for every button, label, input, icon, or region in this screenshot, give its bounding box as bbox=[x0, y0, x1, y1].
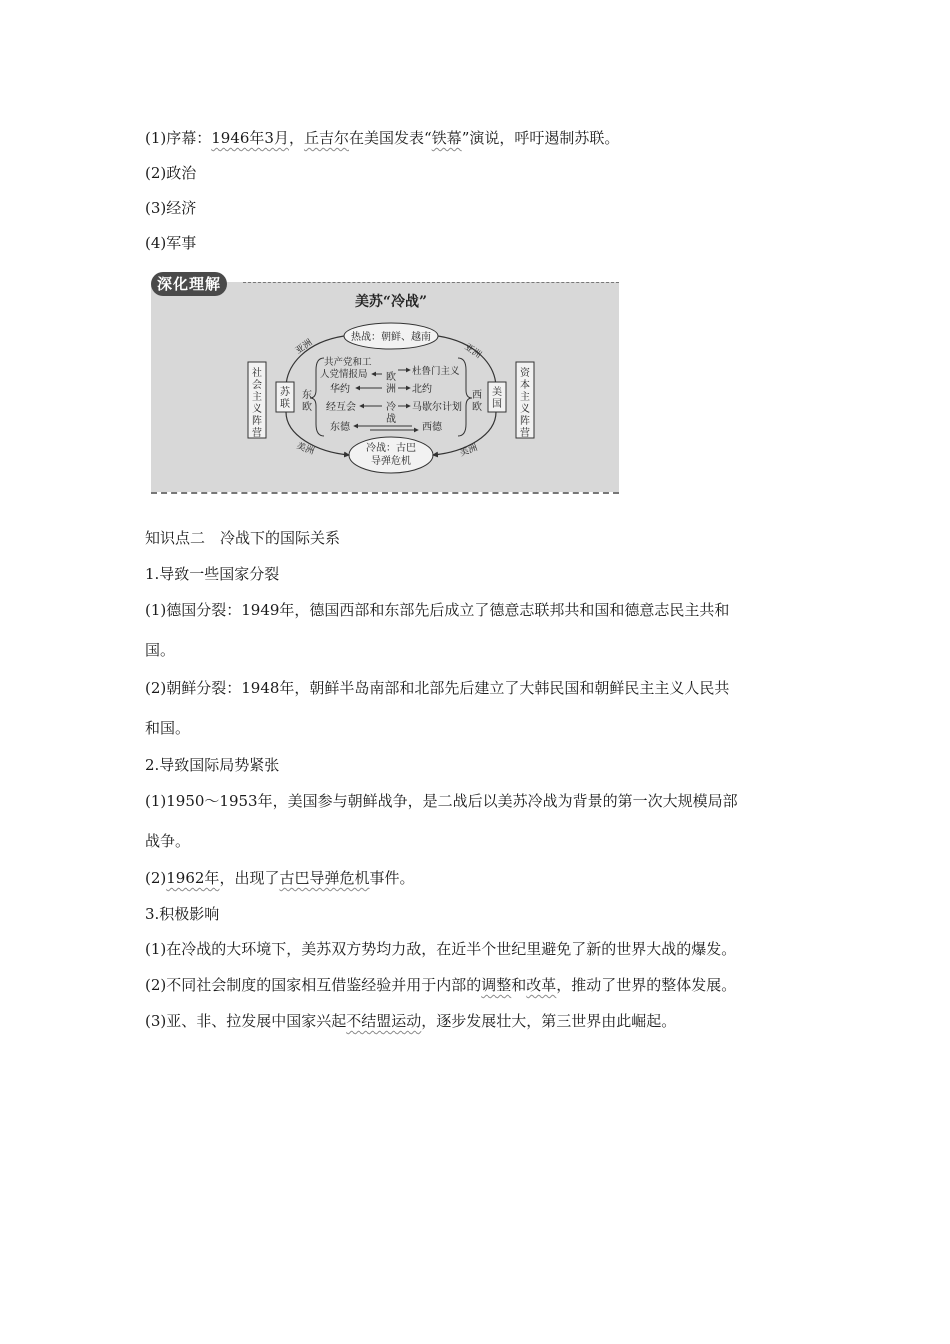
left-item-comecon: 经互会 bbox=[326, 402, 356, 413]
capitalist-camp-0: 资 bbox=[520, 368, 530, 379]
usa-label-0: 美 bbox=[492, 387, 502, 398]
europe-cold-war-0: 欧 bbox=[386, 372, 396, 383]
paragraph-korean-war-2: 战争。 bbox=[145, 832, 191, 850]
europe-cold-war-1: 洲 bbox=[386, 384, 396, 395]
panel-top-divider bbox=[243, 282, 619, 283]
europe-cold-war-3: 战 bbox=[386, 414, 396, 425]
right-item-west-germany: 西德 bbox=[422, 422, 442, 433]
asia-right-label: 亚洲 bbox=[462, 342, 483, 361]
capitalist-camp-3: 义 bbox=[520, 404, 530, 415]
right-item-nato: 北约 bbox=[412, 384, 432, 395]
panel-bottom-divider bbox=[151, 492, 619, 494]
paragraph-balance: (1)在冷战的大环境下，美苏双方势均力敌，在近半个世纪里避免了新的世界大战的爆发。 bbox=[145, 940, 737, 958]
europe-cold-war-2: 冷 bbox=[386, 402, 396, 413]
item-politics: (2)政治 bbox=[145, 164, 197, 182]
subheading-tension: 2.导致国际局势紧张 bbox=[145, 756, 280, 774]
socialist-camp-1: 会 bbox=[252, 380, 262, 391]
left-item-east-germany: 东德 bbox=[330, 422, 350, 433]
left-item-cominform-2: 人党情报局 bbox=[320, 369, 368, 380]
item-economy: (3)经济 bbox=[145, 199, 197, 217]
west-europe-label-1: 欧 bbox=[472, 402, 482, 413]
east-europe-label-1: 欧 bbox=[302, 402, 312, 413]
item-military: (4)军事 bbox=[145, 234, 197, 252]
asia-left-label: 亚洲 bbox=[293, 337, 315, 357]
right-item-truman-doctrine: 杜鲁门主义 bbox=[412, 366, 460, 377]
diagram-title: 美苏“冷战” bbox=[354, 294, 428, 310]
subheading-division: 1.导致一些国家分裂 bbox=[145, 565, 280, 583]
paragraph-korean-war-1: (1)1950～1953年，美国参与朝鲜战争，是二战后以美苏冷战为背景的第一次大规模局部 bbox=[145, 792, 738, 810]
paragraph-non-aligned: (3)亚、非、拉发展中国家兴起不结盟运动，逐步发展壮大，第三世界由此崛起。 bbox=[145, 1012, 677, 1030]
capitalist-camp-5: 营 bbox=[520, 428, 530, 439]
ussr-label-0: 苏 bbox=[280, 387, 290, 398]
missile-crisis-label-2: 导弹危机 bbox=[371, 456, 411, 467]
deepen-understanding-panel bbox=[151, 272, 619, 495]
east-europe-label-0: 东 bbox=[302, 390, 312, 401]
capitalist-camp-1: 本 bbox=[520, 380, 530, 391]
hot-war-label: 热战：朝鲜、越南 bbox=[351, 332, 431, 343]
socialist-camp-5: 营 bbox=[252, 428, 262, 439]
paragraph-prelude: (1)序幕：1946年3月，丘吉尔在美国发表“铁幕”演说，呼吁遏制苏联。 bbox=[145, 129, 620, 147]
usa-label-1: 国 bbox=[492, 399, 502, 410]
capitalist-camp-2: 主 bbox=[520, 392, 530, 403]
america-right-label: 美洲 bbox=[458, 443, 479, 459]
subheading-positive: 3.积极影响 bbox=[145, 905, 220, 923]
section-heading: 知识点二 冷战下的国际关系 bbox=[145, 529, 341, 547]
capitalist-camp-4: 阵 bbox=[520, 416, 530, 427]
paragraph-cuba: (2)1962年，出现了古巴导弹危机事件。 bbox=[145, 869, 415, 887]
socialist-camp-0: 社 bbox=[252, 368, 262, 379]
missile-crisis-label-1: 冷战：古巴 bbox=[366, 443, 416, 454]
paragraph-germany-2: 国。 bbox=[145, 641, 176, 659]
ussr-label-1: 联 bbox=[280, 399, 290, 410]
right-brace bbox=[458, 358, 472, 436]
paragraph-reform: (2)不同社会制度的国家相互借鉴经验并用于内部的调整和改革，推动了世界的整体发展。 bbox=[145, 976, 737, 994]
socialist-camp-3: 义 bbox=[252, 404, 262, 415]
america-left-label: 美洲 bbox=[294, 441, 316, 457]
west-europe-label-0: 西 bbox=[472, 390, 482, 401]
cold-war-diagram bbox=[246, 290, 536, 490]
paragraph-korea-1: (2)朝鲜分裂：1948年，朝鲜半岛南部和北部先后建立了大韩民国和朝鲜民主主义人民共 bbox=[145, 679, 730, 697]
paragraph-germany-1: (1)德国分裂：1949年，德国西部和东部先后成立了德意志联邦共和国和德意志民主共和 bbox=[145, 601, 730, 619]
left-item-warsaw-pact: 华约 bbox=[330, 384, 350, 395]
panel-badge: 深化理解 bbox=[151, 272, 227, 296]
left-item-cominform-1: 共产党和工 bbox=[324, 357, 372, 368]
right-item-marshall-plan: 马歇尔计划 bbox=[412, 402, 462, 413]
socialist-camp-2: 主 bbox=[252, 392, 262, 403]
socialist-camp-4: 阵 bbox=[252, 416, 262, 427]
paragraph-korea-2: 和国。 bbox=[145, 719, 191, 737]
